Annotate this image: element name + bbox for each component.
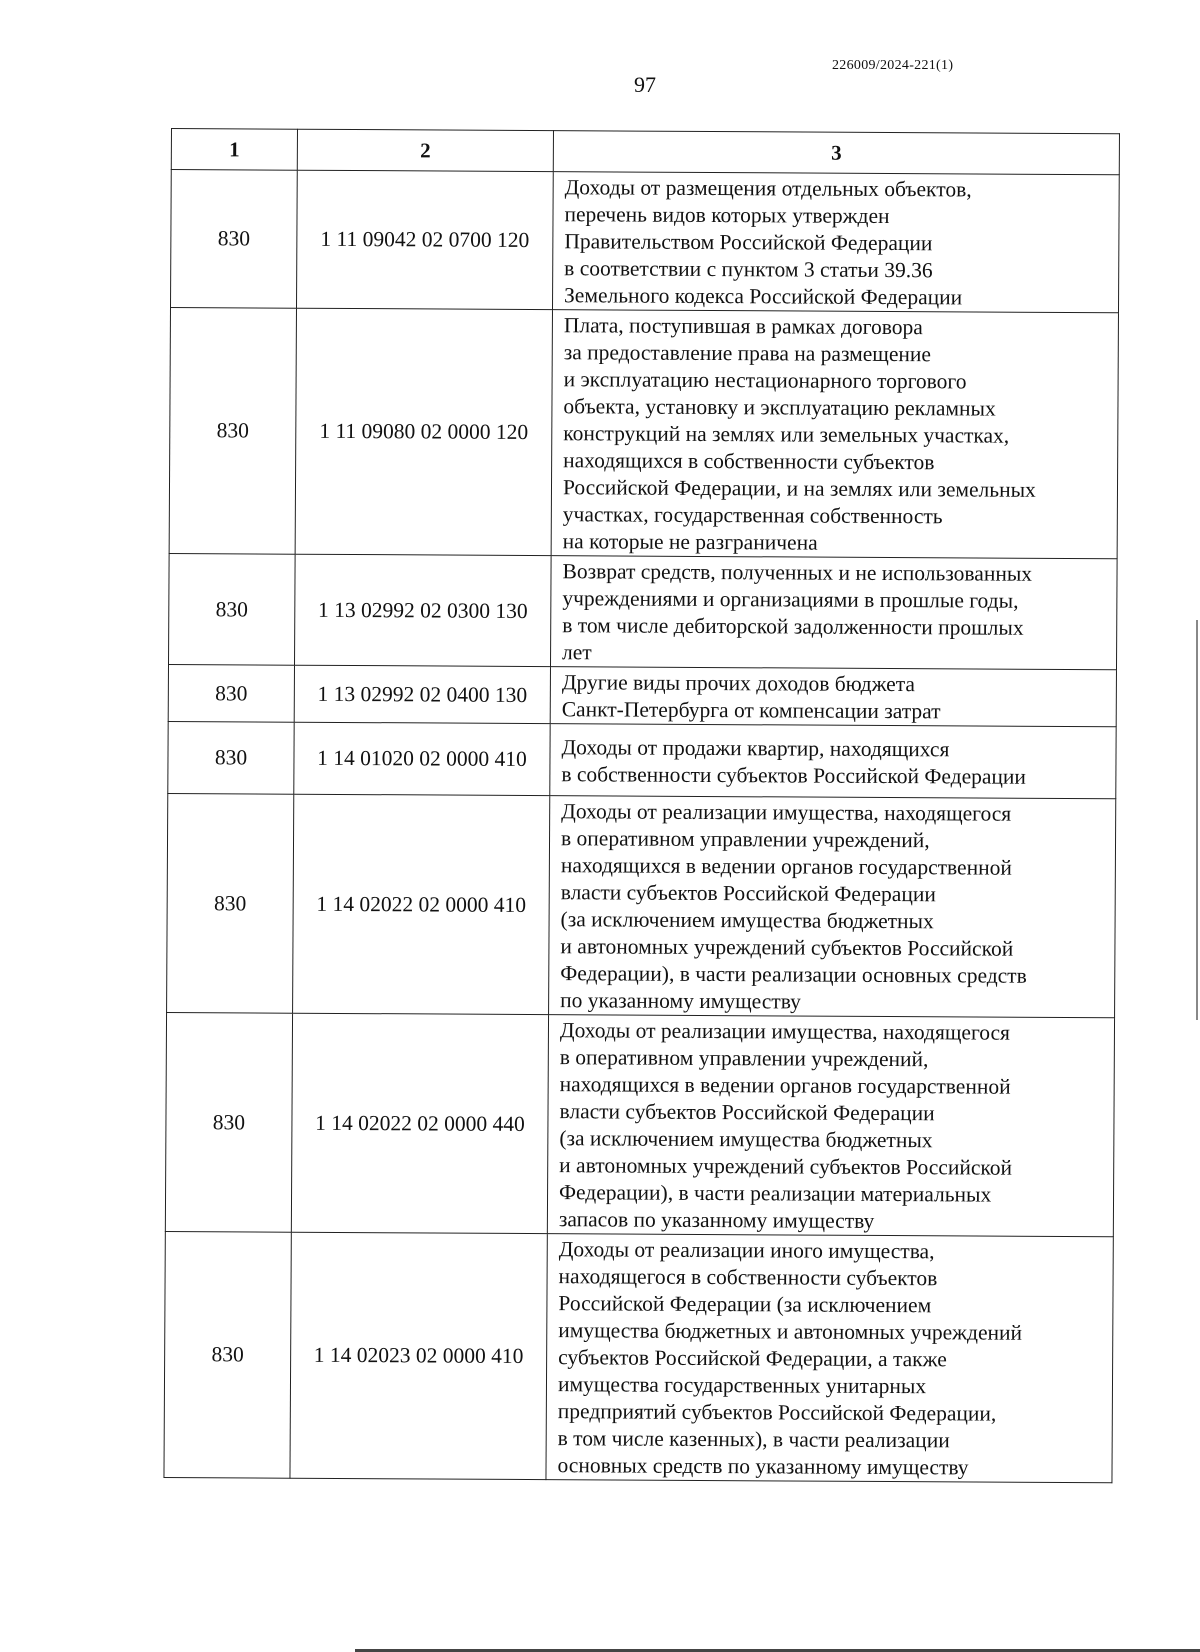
budget-code-cell: 1 11 09042 02 0700 120 (296, 170, 553, 309)
description-line: (за исключением имущества бюджетных (560, 907, 934, 934)
budget-code-cell: 1 14 02023 02 0000 410 (290, 1232, 547, 1479)
table-row (168, 721, 1116, 798)
description-line: участках, государственная собственность (562, 502, 943, 529)
description-line: (за исключением имущества бюджетных (559, 1126, 933, 1153)
admin-code-cell: 830 (170, 170, 297, 309)
revenue-description-cell (549, 796, 1116, 1018)
column-header-1: 1 (171, 129, 297, 171)
budget-classification-table (163, 128, 1120, 1483)
description-line: за предоставление права на размещение (563, 340, 932, 367)
table-header-row (171, 129, 1119, 175)
description-line: находящегося в собственности субъектов (558, 1264, 938, 1291)
description-line: объекта, установку и эксплуатацию рекламных (563, 394, 996, 421)
budget-code-cell: 1 14 01020 02 0000 410 (294, 722, 550, 795)
budget-code-cell: 1 13 02992 02 0300 130 (295, 554, 552, 666)
description-line: власти субъектов Российской Федерации (560, 880, 936, 907)
description-line: Возврат средств, полученных и не использованных (562, 559, 1033, 586)
description-line: Доходы от продажи квартир, находящихся (561, 734, 950, 761)
admin-code-cell: 830 (167, 793, 294, 1013)
description-line: Доходы от реализации имущества, находящегося (559, 1018, 1011, 1045)
description-line: имущества бюджетных и автономных учреждений (558, 1318, 1023, 1345)
revenue-description-cell (547, 1015, 1114, 1237)
description-line: Российской Федерации (за исключением (558, 1291, 932, 1318)
revenue-description-cell (551, 310, 1118, 559)
description-line: находящихся в ведении органов государственной (559, 1072, 1011, 1099)
budget-code-cell: 1 14 02022 02 0000 410 (293, 794, 550, 1014)
description-line: по указанному имуществу (560, 988, 801, 1014)
description-line: конструкций на землях или земельных участках, (563, 421, 1010, 448)
admin-code-cell: 830 (169, 308, 296, 555)
description-line: Другие виды прочих доходов бюджета (561, 670, 916, 697)
description-line: Доходы от реализации иного имущества, (558, 1237, 935, 1264)
admin-code-cell: 830 (168, 664, 294, 722)
description-line: лет (562, 640, 592, 665)
description-line: Доходы от размещения отдельных объектов, (564, 175, 972, 202)
description-line: в оперативном управлении учреждений, (559, 1045, 929, 1072)
description-line: в том числе казенных), в части реализации (557, 1426, 950, 1453)
description-line: предприятий субъектов Российской Федерации, (557, 1399, 997, 1426)
budget-code-cell: 1 13 02992 02 0400 130 (294, 665, 550, 723)
scan-edge-mark (1196, 620, 1198, 1020)
description-line: Плата, поступившая в рамках договора (563, 313, 923, 340)
budget-code-cell: 1 14 02022 02 0000 440 (291, 1013, 548, 1233)
table-row (169, 308, 1118, 559)
description-line: субъектов Российской Федерации, а также (558, 1345, 947, 1372)
table-row (167, 793, 1116, 1017)
description-line: Федерации), в части реализации основных средств (560, 961, 1027, 988)
description-line: и эксплуатацию нестационарного торгового (563, 367, 967, 394)
table-row (168, 664, 1116, 726)
description-line: учреждениями и организациями в прошлые годы, (562, 586, 1019, 613)
admin-code-cell: 830 (168, 721, 294, 794)
revenue-description-cell (552, 172, 1119, 313)
description-line: в соответствии с пунктом 3 статьи 39.36 (564, 256, 933, 283)
description-line: запасов по указанному имуществу (558, 1207, 875, 1233)
description-line: в том числе дебиторской задолженности прошлых (562, 613, 1024, 640)
revenue-description-cell (546, 1234, 1113, 1483)
table-row (165, 1012, 1114, 1236)
admin-code-cell: 830 (169, 553, 296, 665)
description-line: Земельного кодекса Российской Федерации (564, 283, 963, 310)
description-line: Санкт-Петербурга от компенсации затрат (561, 697, 941, 724)
description-line: находящихся в собственности субъектов (563, 448, 935, 475)
revenue-description-cell (550, 724, 1116, 799)
table-row (169, 553, 1118, 669)
table-row (164, 1231, 1113, 1482)
column-header-2: 2 (297, 129, 553, 171)
description-line: и автономных учреждений субъектов Российской (560, 934, 1014, 961)
revenue-description-cell (550, 667, 1116, 727)
page-number: 97 (634, 72, 656, 97)
description-line: Российской Федерации, и на землях или земельных (562, 475, 1036, 502)
description-line: Правительством Российской Федерации (564, 229, 933, 256)
document-number: 226009/2024-221(1) (832, 58, 954, 73)
description-line: Федерации), в части реализации материальных (558, 1180, 992, 1207)
description-line: Доходы от реализации имущества, находящегося (561, 799, 1012, 826)
budget-code-cell: 1 11 09080 02 0000 120 (295, 308, 552, 555)
description-line: и автономных учреждений субъектов Российской (559, 1153, 1013, 1180)
description-line: имущества государственных унитарных (557, 1372, 927, 1399)
description-line: в оперативном управлении учреждений, (560, 826, 930, 853)
admin-code-cell: 830 (165, 1012, 292, 1232)
description-line: в собственности субъектов Российской Федерации (561, 761, 1027, 789)
description-line: перечень видов которых утвержден (564, 202, 890, 229)
admin-code-cell: 830 (164, 1231, 291, 1478)
table-row (170, 170, 1119, 313)
revenue-description-cell (550, 556, 1117, 670)
description-line: на которые не разграничена (562, 529, 818, 555)
description-line: основных средств по указанному имуществу (557, 1453, 969, 1480)
description-line: власти субъектов Российской Федерации (559, 1099, 935, 1126)
description-line: находящихся в ведении органов государственной (560, 853, 1012, 880)
column-header-3: 3 (553, 131, 1119, 175)
